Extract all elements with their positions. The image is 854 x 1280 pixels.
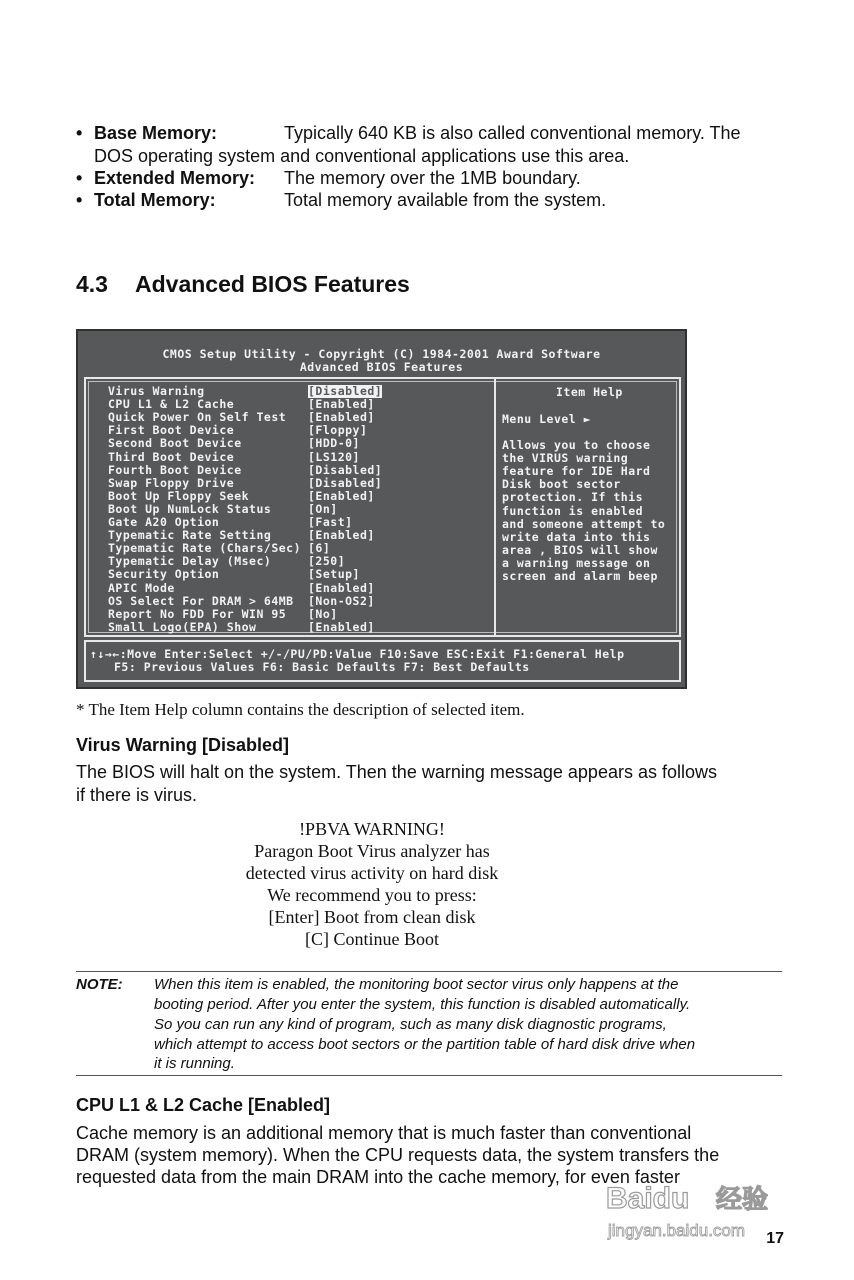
definition-extended-memory: The memory over the 1MB boundary. xyxy=(284,168,581,188)
cache-paragraph-line: DRAM (system memory). When the CPU requests data, the system transfers the xyxy=(76,1145,720,1165)
note-box xyxy=(76,971,782,1076)
bios-setting-value[interactable]: [Disabled] xyxy=(308,462,383,477)
bios-setting-label: Fourth Boot Device xyxy=(108,462,242,477)
bios-help-line: write data into this xyxy=(502,529,651,544)
watermark-url: jingyan.baidu.com xyxy=(608,1221,746,1240)
section-number: 4.3 xyxy=(76,271,108,297)
bios-setting-label: Report No FDD For WIN 95 xyxy=(108,606,287,621)
section-title xyxy=(76,271,410,298)
page-number: 17 xyxy=(766,1230,784,1247)
bios-help-line: Disk boot sector xyxy=(502,477,621,492)
warning-message-line: We recommend you to press: xyxy=(267,885,477,905)
bios-setting-value[interactable]: [Enabled] xyxy=(308,580,375,595)
bullet-dot: • xyxy=(76,168,83,188)
bios-help-line: a warning message on xyxy=(502,555,651,570)
note-line: which attempt to access boot sectors or the partition table of hard disk drive when xyxy=(154,1036,696,1053)
bios-setting-value[interactable]: [No] xyxy=(308,606,338,621)
note-line: When this item is enabled, the monitoring boot sector virus only happens at the xyxy=(154,976,679,993)
bios-setting-label: Typematic Rate Setting xyxy=(108,528,272,543)
bios-setting-value[interactable]: [Enabled] xyxy=(308,410,375,425)
bios-header-copyright: CMOS Setup Utility - Copyright (C) 1984-2001 Award Software xyxy=(162,347,601,361)
cache-paragraph-line: requested data from the main DRAM into the cache memory, for even faster xyxy=(76,1167,680,1187)
bios-setting-label: Second Boot Device xyxy=(108,436,242,451)
warning-message-line: [C] Continue Boot xyxy=(305,929,439,949)
bios-setting-value[interactable]: [LS120] xyxy=(308,449,360,464)
term-base-memory: Base Memory: xyxy=(94,123,218,143)
bios-setting-value[interactable]: [HDD-0] xyxy=(308,436,360,451)
bios-help-line: feature for IDE Hard xyxy=(502,464,651,479)
bios-setting-label: Security Option xyxy=(108,567,220,582)
bios-help-line: screen and alarm beep xyxy=(502,569,658,583)
bios-setting-label: APIC Mode xyxy=(108,580,175,595)
bios-setting-value[interactable]: [On] xyxy=(308,501,338,516)
bios-setting-value[interactable]: [Disabled] xyxy=(308,475,383,490)
warning-message-line: detected virus activity on hard disk xyxy=(245,863,499,883)
cache-heading: CPU L1 & L2 Cache [Enabled] xyxy=(76,1095,331,1115)
bios-help-line: Allows you to choose xyxy=(502,438,651,452)
bios-screen xyxy=(76,329,687,689)
bios-setting-label: Boot Up NumLock Status xyxy=(108,501,272,516)
bios-setting-value[interactable]: [Floppy] xyxy=(308,423,368,438)
term-extended-memory: Extended Memory: xyxy=(94,168,256,188)
bios-setting-label: Typematic Delay (Msec) xyxy=(108,554,272,569)
bios-setting-label: Virus Warning xyxy=(108,384,205,398)
bios-help-line: the VIRUS warning xyxy=(502,451,629,466)
term-total-memory: Total Memory: xyxy=(94,190,216,210)
bios-setting-label: Typematic Rate (Chars/Sec) xyxy=(108,541,302,556)
bullet-dot: • xyxy=(76,123,83,143)
bios-setting-label: OS Select For DRAM > 64MB xyxy=(108,593,294,608)
bios-setting-label: CPU L1 & L2 Cache xyxy=(108,397,235,412)
bios-setting-label: Third Boot Device xyxy=(108,449,235,464)
virus-warning-heading: Virus Warning [Disabled] xyxy=(76,735,290,755)
bios-help-divider xyxy=(494,379,496,635)
bios-setting-value[interactable]: [Enabled] xyxy=(308,528,375,543)
bios-help-title: Item Help xyxy=(556,385,623,399)
bios-setting-label: Swap Floppy Drive xyxy=(108,475,235,490)
bios-menu-level: Menu Level ► xyxy=(502,412,592,426)
bios-help-line: protection. If this xyxy=(502,490,644,505)
definition-base-memory: Typically 640 KB is also called conventional memory. The xyxy=(284,123,741,143)
bios-setting-label: Small Logo(EPA) Show xyxy=(108,619,257,634)
note-line: it is running. xyxy=(154,1055,235,1072)
note-line: booting period. After you enter the system, this function is disabled automatically. xyxy=(154,996,691,1013)
bios-help-line: function is enabled xyxy=(502,503,644,518)
bullet-dot: • xyxy=(76,190,83,210)
bios-setting-value[interactable]: [6] xyxy=(308,541,331,556)
warning-message-line: !PBVA WARNING! xyxy=(299,819,445,839)
bios-footer-defaults: F5: Previous Values F6: Basic Defaults F7: Best Defaults xyxy=(114,660,530,674)
note-label: NOTE: xyxy=(76,976,123,993)
bios-setting-value[interactable]: [Enabled] xyxy=(308,488,375,503)
bios-setting-value[interactable]: [Enabled] xyxy=(308,619,375,634)
bios-help-line: and someone attempt to xyxy=(502,516,666,531)
cache-paragraph-line: Cache memory is an additional memory that is much faster than conventional xyxy=(76,1123,692,1143)
bios-setting-label: Quick Power On Self Test xyxy=(108,410,287,425)
bios-setting-value[interactable]: [Setup] xyxy=(308,567,360,582)
bios-setting-label: First Boot Device xyxy=(108,423,235,438)
definition-base-memory-continued: DOS operating system and conventional applications use this area. xyxy=(94,146,630,166)
bios-help-line: area , BIOS will show xyxy=(502,542,658,557)
section-title-text: Advanced BIOS Features xyxy=(135,271,410,297)
watermark-cn: 经验 xyxy=(716,1185,769,1215)
watermark-brand: Baidu xyxy=(606,1182,690,1215)
bios-setting-value[interactable]: [Non-OS2] xyxy=(308,593,375,608)
definition-total-memory: Total memory available from the system. xyxy=(284,190,607,210)
bios-setting-value[interactable]: [Disabled] xyxy=(308,384,383,398)
bios-setting-value[interactable]: [Fast] xyxy=(308,515,353,529)
bios-header-title: Advanced BIOS Features xyxy=(299,360,464,374)
virus-paragraph-line: The BIOS will halt on the system. Then the warning message appears as follows xyxy=(76,762,717,782)
bios-footer-keys: ↑↓→←:Move Enter:Select +/-/PU/PD:Value F10:Save ESC:Exit F1:General Help xyxy=(90,647,625,661)
warning-message-line: [Enter] Boot from clean disk xyxy=(268,907,476,927)
screenshot-caption: * The Item Help column contains the description of selected item. xyxy=(76,700,525,719)
bios-setting-label: Boot Up Floppy Seek xyxy=(108,488,250,503)
bios-setting-label: Gate A20 Option xyxy=(108,515,220,529)
virus-paragraph-line: if there is virus. xyxy=(76,785,198,805)
note-line: So you can run any kind of program, such as many disk diagnostic programs, xyxy=(154,1016,667,1033)
bios-setting-value[interactable]: [250] xyxy=(308,554,346,569)
bios-setting-value[interactable]: [Enabled] xyxy=(308,397,375,412)
warning-message-line: Paragon Boot Virus analyzer has xyxy=(254,841,490,861)
